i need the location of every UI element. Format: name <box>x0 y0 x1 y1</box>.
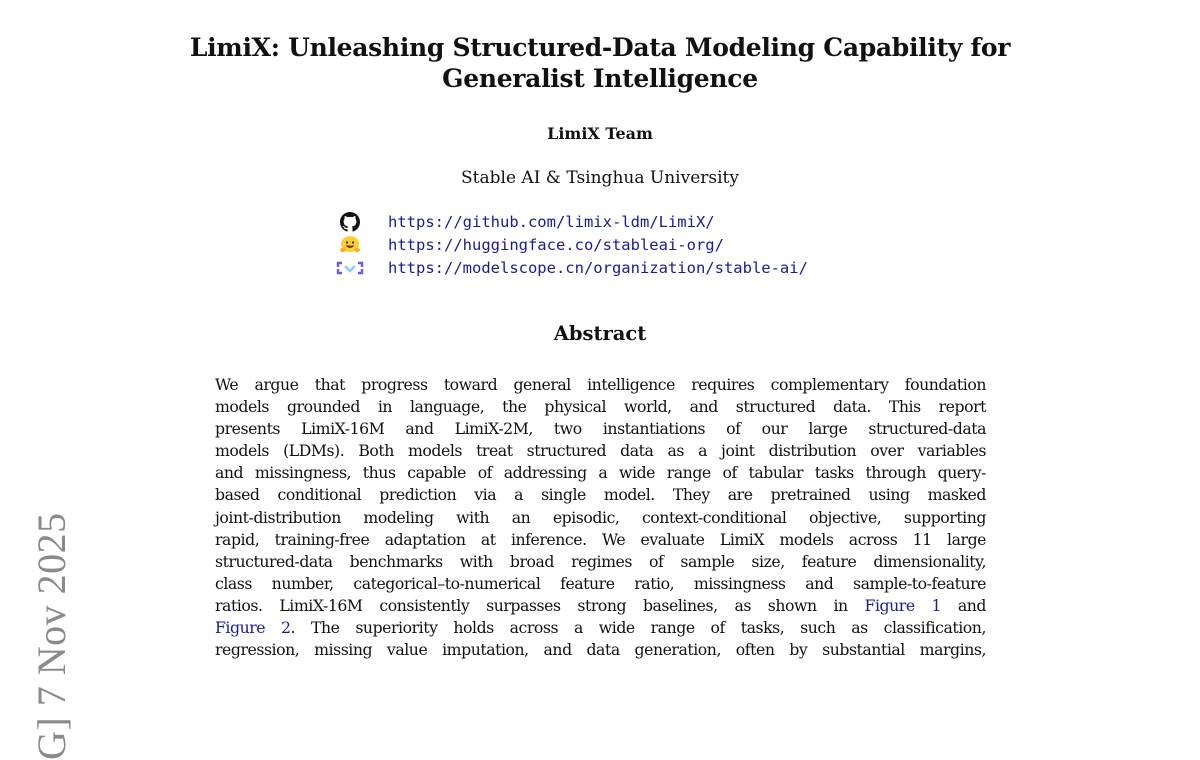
abstract-text <box>215 374 986 661</box>
huggingface-link-row <box>334 233 974 256</box>
abstract-line: class number, categorical–to-numerical feature ratio, missingness and sample-to-feature <box>215 573 986 593</box>
author-list: LimiX Team <box>547 124 653 143</box>
figure-2-ref-link[interactable]: Figure 2 <box>215 618 291 638</box>
huggingface-icon <box>334 233 366 256</box>
paper-title <box>150 32 1050 94</box>
abstract-line: joint-distribution modeling with an episodic, context-conditional objective, supporting <box>215 507 986 527</box>
abstract-line: based conditional prediction via a single model. They are pretrained using masked <box>215 485 986 505</box>
abstract-line: models grounded in language, the physical world, and structured data. This report <box>215 397 986 417</box>
resource-links <box>334 210 974 279</box>
github-link-row <box>334 210 974 233</box>
figure-1-ref-link[interactable]: Figure 1 <box>864 595 942 615</box>
abstract-line: structured-data benchmarks with broad regimes of sample size, feature dimensionality, <box>215 551 986 571</box>
arxiv-side-stamp: G] 7 Nov 2025 <box>29 512 74 760</box>
modelscope-link[interactable]: https://modelscope.cn/organization/stable-ai/ <box>388 258 808 277</box>
abstract-line: models (LDMs). Both models treat structured data as a joint distribution over variables <box>215 441 986 461</box>
huggingface-link[interactable]: https://huggingface.co/stableai-org/ <box>388 235 724 254</box>
abstract-line-text: ratios. LimiX-16M consistently surpasses strong baselines, as shown in <box>215 595 865 615</box>
github-icon <box>334 210 366 233</box>
abstract-line: and missingness, thus capable of addressing a wide range of tabular tasks through query- <box>215 463 986 483</box>
abstract-line: rapid, training-free adaptation at inference. We evaluate LimiX models across 11 large <box>215 529 986 549</box>
abstract-line <box>215 617 986 639</box>
github-link[interactable]: https://github.com/limix-ldm/LimiX/ <box>388 212 715 231</box>
abstract-line <box>215 595 986 617</box>
affiliation: Stable AI & Tsinghua University <box>461 168 739 188</box>
title-line-1: LimiX: Unleashing Structured-Data Modeling Capability for <box>189 33 1011 62</box>
title-line-2: Generalist Intelligence <box>442 64 758 93</box>
modelscope-link-row <box>334 256 974 279</box>
abstract-line: We argue that progress toward general intelligence requires complementary foundation <box>215 375 986 394</box>
abstract-line: presents LimiX-16M and LimiX-2M, two instantiations of our large structured-data <box>215 419 986 439</box>
abstract-line: regression, missing value imputation, and data generation, often by substantial margins, <box>215 640 986 660</box>
abstract-line-text: and <box>941 595 987 615</box>
abstract-line-text: . The superiority holds across a wide range of tasks, such as classification, <box>290 618 986 638</box>
modelscope-icon <box>334 256 366 279</box>
abstract-heading: Abstract <box>553 322 647 345</box>
